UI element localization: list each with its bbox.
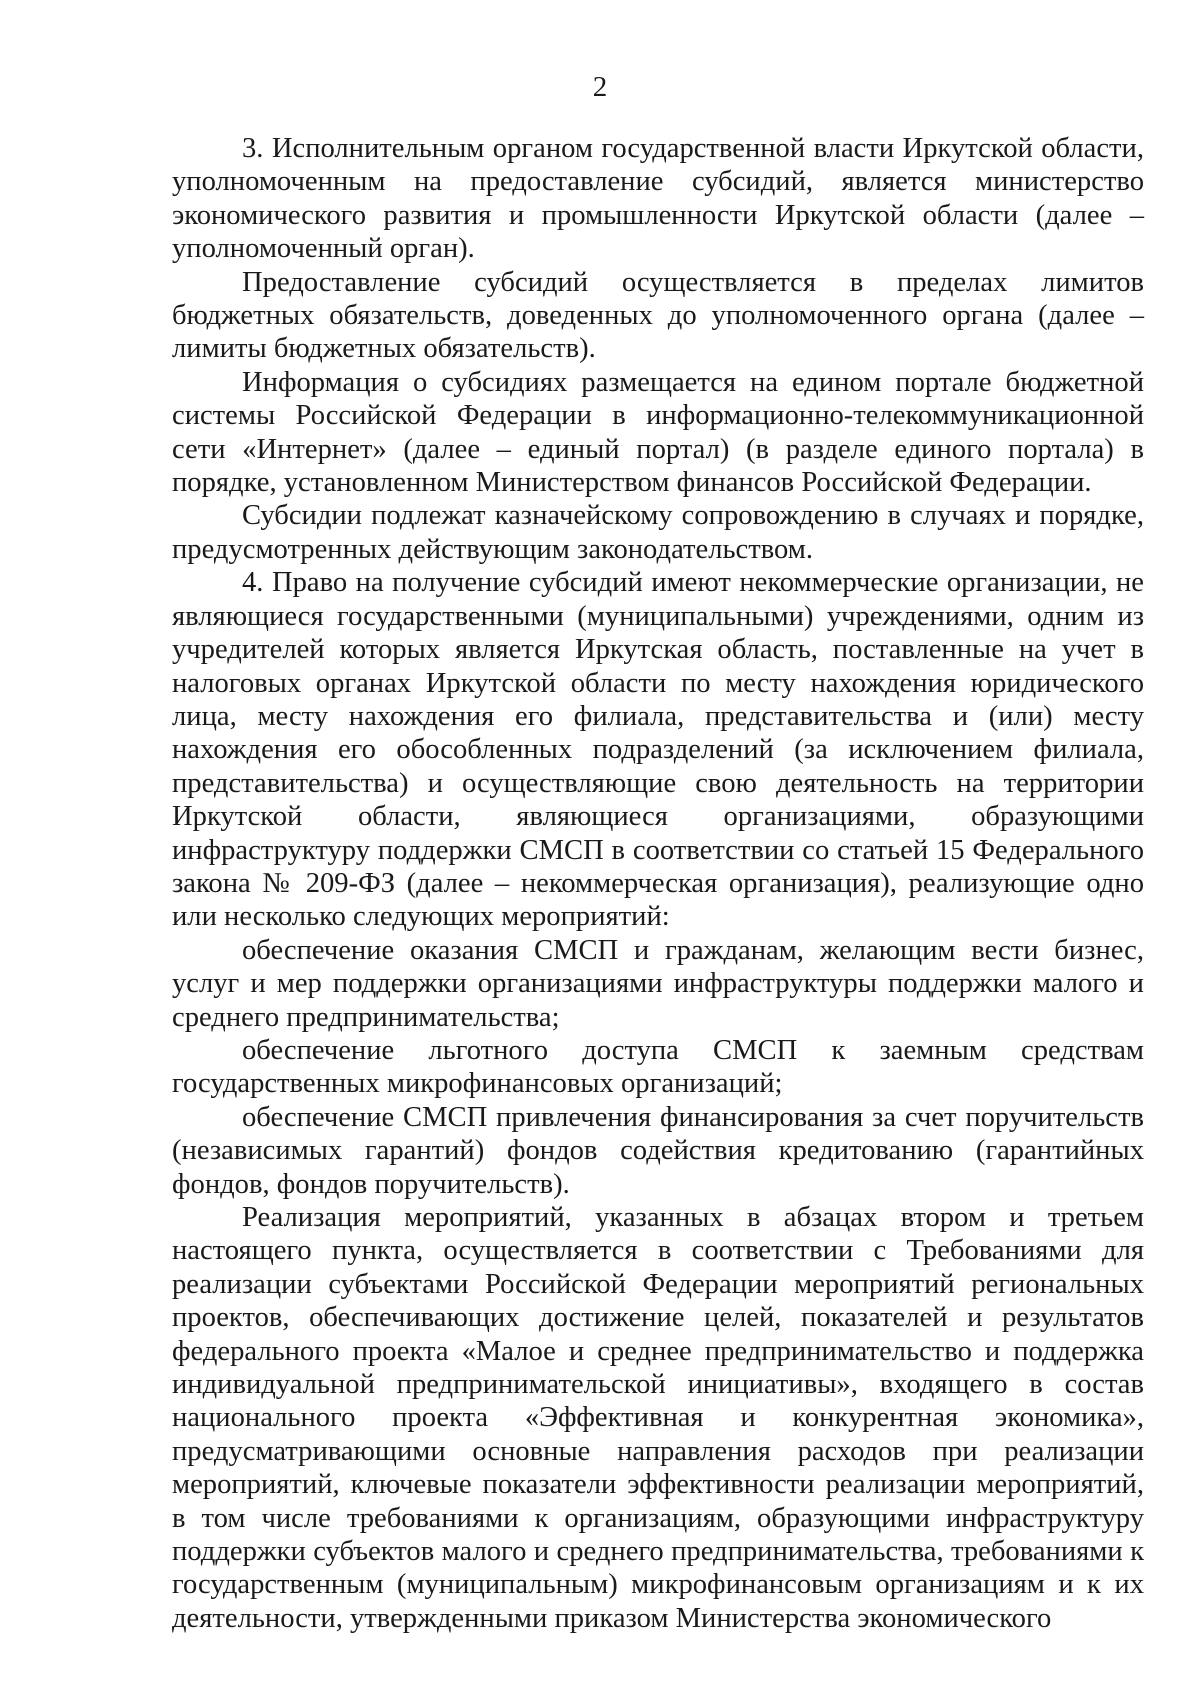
paragraph-measure-guarantees: обеспечение СМСП привлечения финансирования за счет поручительств (независимых гарантий) фондов содействия кредитованию (гарантийных фондов, фондов поручительств). bbox=[172, 1101, 1144, 1200]
paragraph-implementation-requirements: Реализация мероприятий, указанных в абзацах втором и третьем настоящего пункта, осуществляется в соответствии с Требованиями для реализации субъектами Российской Федерации мероприятий региональных проектов, обеспечивающих достижение целей, показателей и результатов федерального проекта «Малое и среднее предпринимательство и поддержка индивидуальной предпринимательской инициативы», входящего в состав национального проекта «Эффективная и конкурентная экономика», предусматривающими основные направления расходов при реализации мероприятий, ключевые показатели эффективности реализации мероприятий, в том числе требованиями к организациям, образующими инфраструктуру поддержки субъектов малого и среднего предпринимательства, требованиями к государственным (муниципальным) микрофинансовым организациям и к их деятельности, утвержденными приказом Министерства экономического bbox=[172, 1202, 1144, 1634]
document-body bbox=[172, 132, 1144, 1635]
paragraph-eligibility: 4. Право на получение субсидий имеют некоммерческие организации, не являющиеся государственными (муниципальными) учреждениями, одним из учредителей которых является Иркутская область, поставленные на учет в налоговых органах Иркутской области по месту нахождения юридического лица, месту нахождения его филиала, представительства и (или) месту нахождения его обособленных подразделений (за исключением филиала, представительства) и осуществляющие свою деятельность на территории Иркутской области, являющиеся организациями, образующими инфраструктуру поддержки СМСП в соответствии со статьей 15 Федерального закона № 209-ФЗ (далее – некоммерческая организация), реализующие одно или несколько следующих мероприятий: bbox=[172, 567, 1144, 933]
paragraph-measure-services: обеспечение оказания СМСП и гражданам, желающим вести бизнес, услуг и мер поддержки организациями инфраструктуры поддержки малого и среднего предпринимательства; bbox=[172, 934, 1144, 1033]
paragraph-portal-information: Информация о субсидиях размещается на едином портале бюджетной системы Российской Федерации в информационно-телекоммуникационной сети «Интернет» (далее – единый портал) (в разделе единого портала) в порядке, установленном Министерством финансов Российской Федерации. bbox=[172, 366, 1144, 499]
paragraph-measure-microfinance: обеспечение льготного доступа СМСП к заемным средствам государственных микрофинансовых организаций; bbox=[172, 1034, 1144, 1100]
paragraph-budget-limits: Предоставление субсидий осуществляется в пределах лимитов бюджетных обязательств, доведенных до уполномоченного органа (далее – лимиты бюджетных обязательств). bbox=[172, 266, 1144, 365]
page-number: 2 bbox=[592, 71, 608, 103]
paragraph-treasury-support: Субсидии подлежат казначейскому сопровождению в случаях и порядке, предусмотренных действующим законодательством. bbox=[172, 500, 1144, 565]
paragraph-executive-authority: 3. Исполнительным органом государственной власти Иркутской области, уполномоченным на предоставление субсидий, является министерство экономического развития и промышленности Иркутской области (далее – уполномоченный орган). bbox=[172, 133, 1144, 265]
